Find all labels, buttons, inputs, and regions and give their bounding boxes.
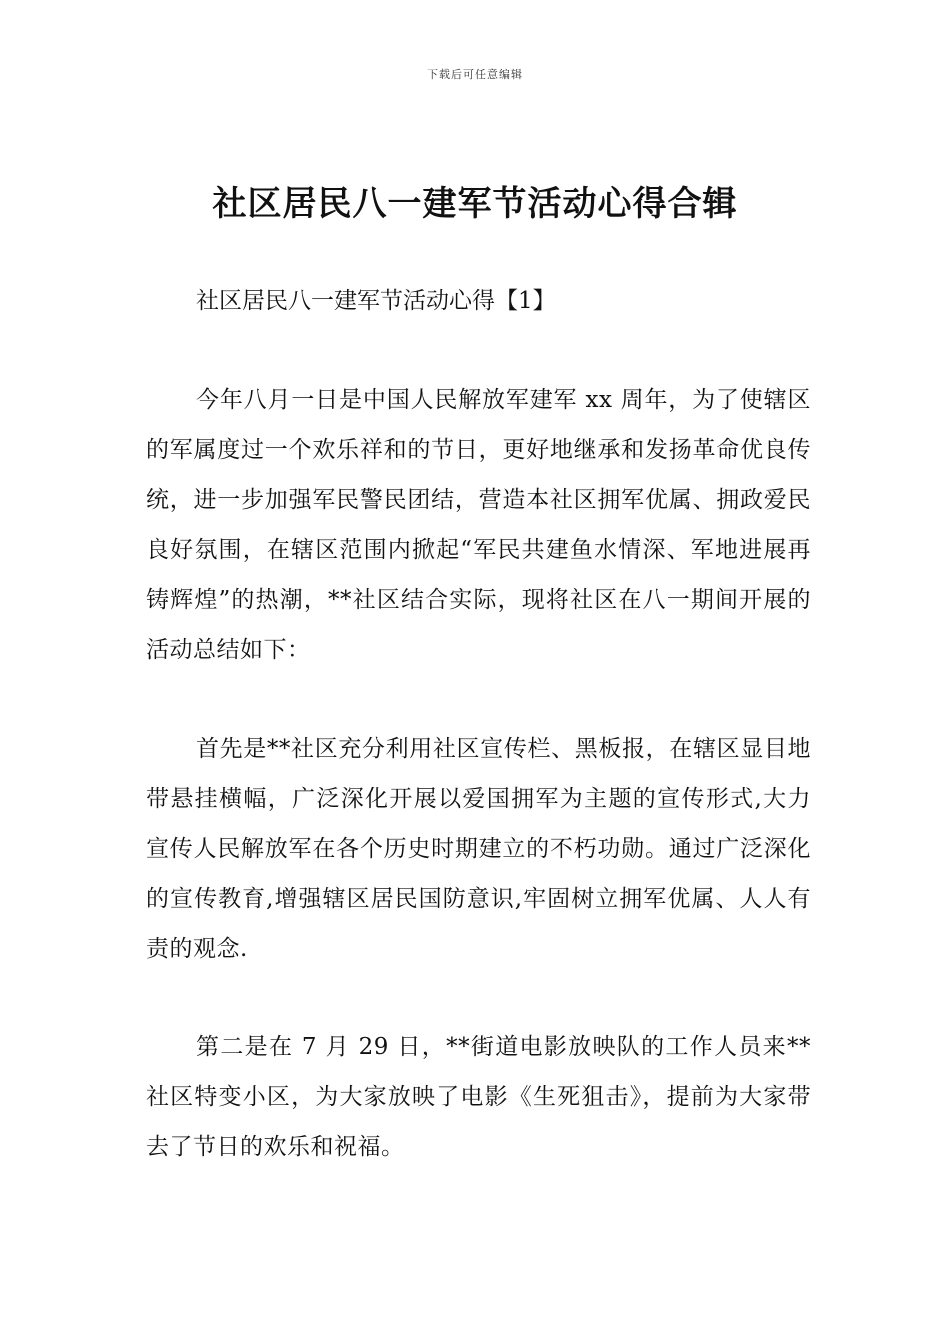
body-paragraph-2: 首先是**社区充分利用社区宣传栏、黑板报，在辖区显目地带悬挂横幅，广泛深化开展以爱国拥军为主题的宣传形式,大力宣传人民解放军在各个历史时期建立的不朽功勋。通过广泛深化的宣传教育,增强辖区居民国防意识,牢固树立拥军优属、人人有责的观念. <box>146 736 811 962</box>
document-title: 社区居民八一建军节活动心得合辑 <box>212 184 738 224</box>
header-note: 下载后可任意编辑 <box>427 68 523 81</box>
section-heading: 社区居民八一建军节活动心得【1】 <box>196 288 556 314</box>
body-paragraph-3: 第二是在 7 月 29 日，**街道电影放映队的工作人员来**社区特变小区，为大家放映了电影《生死狙击》，提前为大家带去了节日的欢乐和祝福。 <box>146 1034 811 1160</box>
body-paragraph-1: 今年八月一日是中国人民解放军建军 xx 周年，为了使辖区的军属度过一个欢乐祥和的节日，更好地继承和发扬革命优良传统，进一步加强军民警民团结，营造本社区拥军优属、拥政爱民良好氛围，在辖区范围内掀起“军民共建鱼水情深、军地进展再铸辉煌”的热潮，**社区结合实际，现将社区在八一期间开展的活动总结如下： <box>146 387 811 663</box>
